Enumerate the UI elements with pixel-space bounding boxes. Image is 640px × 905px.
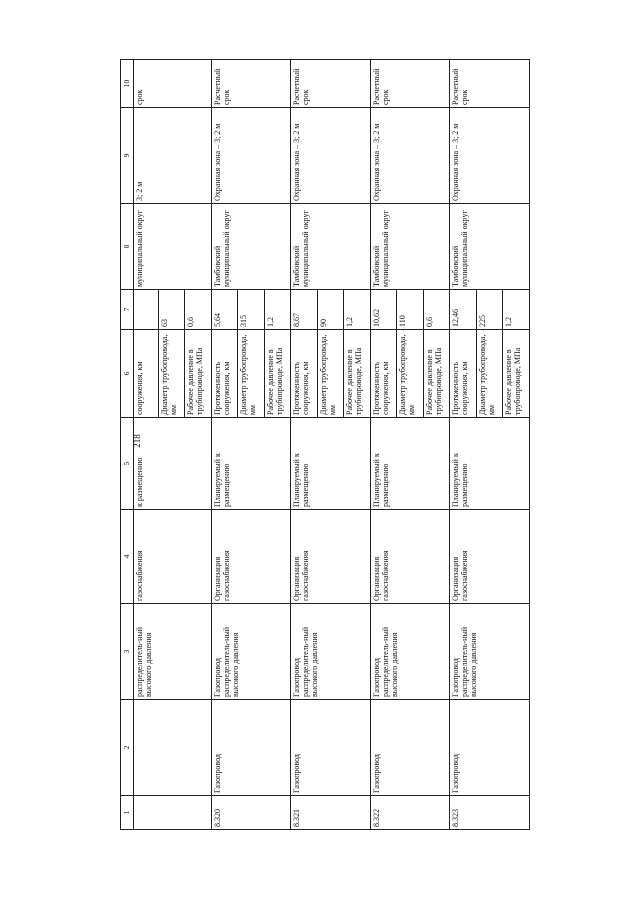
column-number: 10 [121,60,134,108]
table-row [211,60,238,830]
param-label: Диаметр трубопровода, мм [397,330,424,418]
param-label: Диаметр трубопровода, мм [317,330,344,418]
cell-location: муниципальный округ [133,204,211,290]
cell-purpose: газоснабжения [133,510,211,604]
cell-status: Планируемый к размещению [291,418,371,510]
param-value: 5,64 [211,290,238,330]
param-value: 110 [397,290,424,330]
table-body [121,60,530,830]
cell-zone: Охранная зона – 3; 2 м [291,108,371,204]
param-label: Рабочее давление в трубопроводе, МПа [503,330,530,418]
param-label: Протяженность сооружения, км [211,330,238,418]
continuation-row [133,60,158,830]
column-number: 2 [121,700,134,796]
param-label: Протяженность сооружения, км [370,330,397,418]
param-label: Протяженность сооружения, км [291,330,318,418]
param-label: Рабочее давление в трубопроводе, МПа [264,330,291,418]
cell-id: 8.321 [291,796,371,830]
cell-term: Расчетный срок [450,60,530,108]
objects-table [120,59,530,830]
column-number: 6 [121,330,134,418]
cell-zone: 3; 2 м [133,108,211,204]
table-row [450,60,477,830]
table-row [370,60,397,830]
cell-name: Газопровод распределитель-ный высокого давления [211,604,291,700]
column-number: 8 [121,204,134,290]
column-number-row [121,60,134,830]
cell-term: Расчетный срок [211,60,291,108]
param-value: 12,46 [450,290,477,330]
param-value: 315 [238,290,265,330]
cell-location: Тамбовский муниципальный округ [291,204,371,290]
cell-term: срок [133,60,211,108]
cell-term: Расчетный срок [370,60,450,108]
param-label: Диаметр трубопровода, мм [476,330,503,418]
cell-id: 8.323 [450,796,530,830]
cell-location: Тамбовский муниципальный округ [450,204,530,290]
page-number: 218 [132,434,142,448]
cell-type: Газопровод [291,700,371,796]
param-value: 63 [158,290,185,330]
cell-purpose: Организация газоснабжения [370,510,450,604]
param-label: Рабочее давление в трубопроводе, МПа [344,330,371,418]
cell-location: Тамбовский муниципальный округ [211,204,291,290]
param-label: Рабочее давление в трубопроводе, МПа [423,330,450,418]
cell-status: Планируемый к размещению [211,418,291,510]
param-label: Диаметр трубопровода, мм [158,330,185,418]
rotated-sheet [120,60,530,830]
param-value: 225 [476,290,503,330]
cell-id: 8.322 [370,796,450,830]
cell-type: Газопровод [211,700,291,796]
cell-id: 8.320 [211,796,291,830]
column-number: 5 [121,418,134,510]
param-label: Рабочее давление в трубопроводе, МПа [185,330,212,418]
cell-status: к размещению [133,418,211,510]
cell-status: Планируемый к размещению [370,418,450,510]
column-number: 7 [121,290,134,330]
param-value: 10,62 [370,290,397,330]
cell-name: Газопровод распределитель-ный высокого давления [370,604,450,700]
cell-type [133,700,211,796]
param-label: сооружения, км [133,330,158,418]
cell-purpose: Организация газоснабжения [211,510,291,604]
column-number: 4 [121,510,134,604]
column-number: 9 [121,108,134,204]
column-number: 1 [121,796,134,830]
param-label: Протяженность сооружения, км [450,330,477,418]
cell-name: распределитель-ный высокого давления [133,604,211,700]
cell-term: Расчетный срок [291,60,371,108]
param-value: 8,67 [291,290,318,330]
param-value: 90 [317,290,344,330]
param-value: 0,6 [423,290,450,330]
param-value: 1,2 [503,290,530,330]
cell-name: Газопровод распределитель-ный высокого давления [450,604,530,700]
cell-type: Газопровод [370,700,450,796]
column-number: 3 [121,604,134,700]
cell-zone: Охранная зона – 3; 2 м [450,108,530,204]
param-value: 0,6 [185,290,212,330]
cell-name: Газопровод распределитель-ный высокого давления [291,604,371,700]
cell-location: Тамбовский муниципальный округ [370,204,450,290]
param-value: 1,2 [264,290,291,330]
cell-type: Газопровод [450,700,530,796]
rotated-content [120,60,530,830]
cell-zone: Охранная зона – 3; 2 м [370,108,450,204]
cell-purpose: Организация газоснабжения [291,510,371,604]
cell-zone: Охранная зона – 3; 2 м [211,108,291,204]
table-row [291,60,318,830]
param-value: 1,2 [344,290,371,330]
cell-id [133,796,211,830]
cell-purpose: Организация газоснабжения [450,510,530,604]
cell-status: Планируемый к размещению [450,418,530,510]
param-label: Диаметр трубопровода, мм [238,330,265,418]
param-value [133,290,158,330]
